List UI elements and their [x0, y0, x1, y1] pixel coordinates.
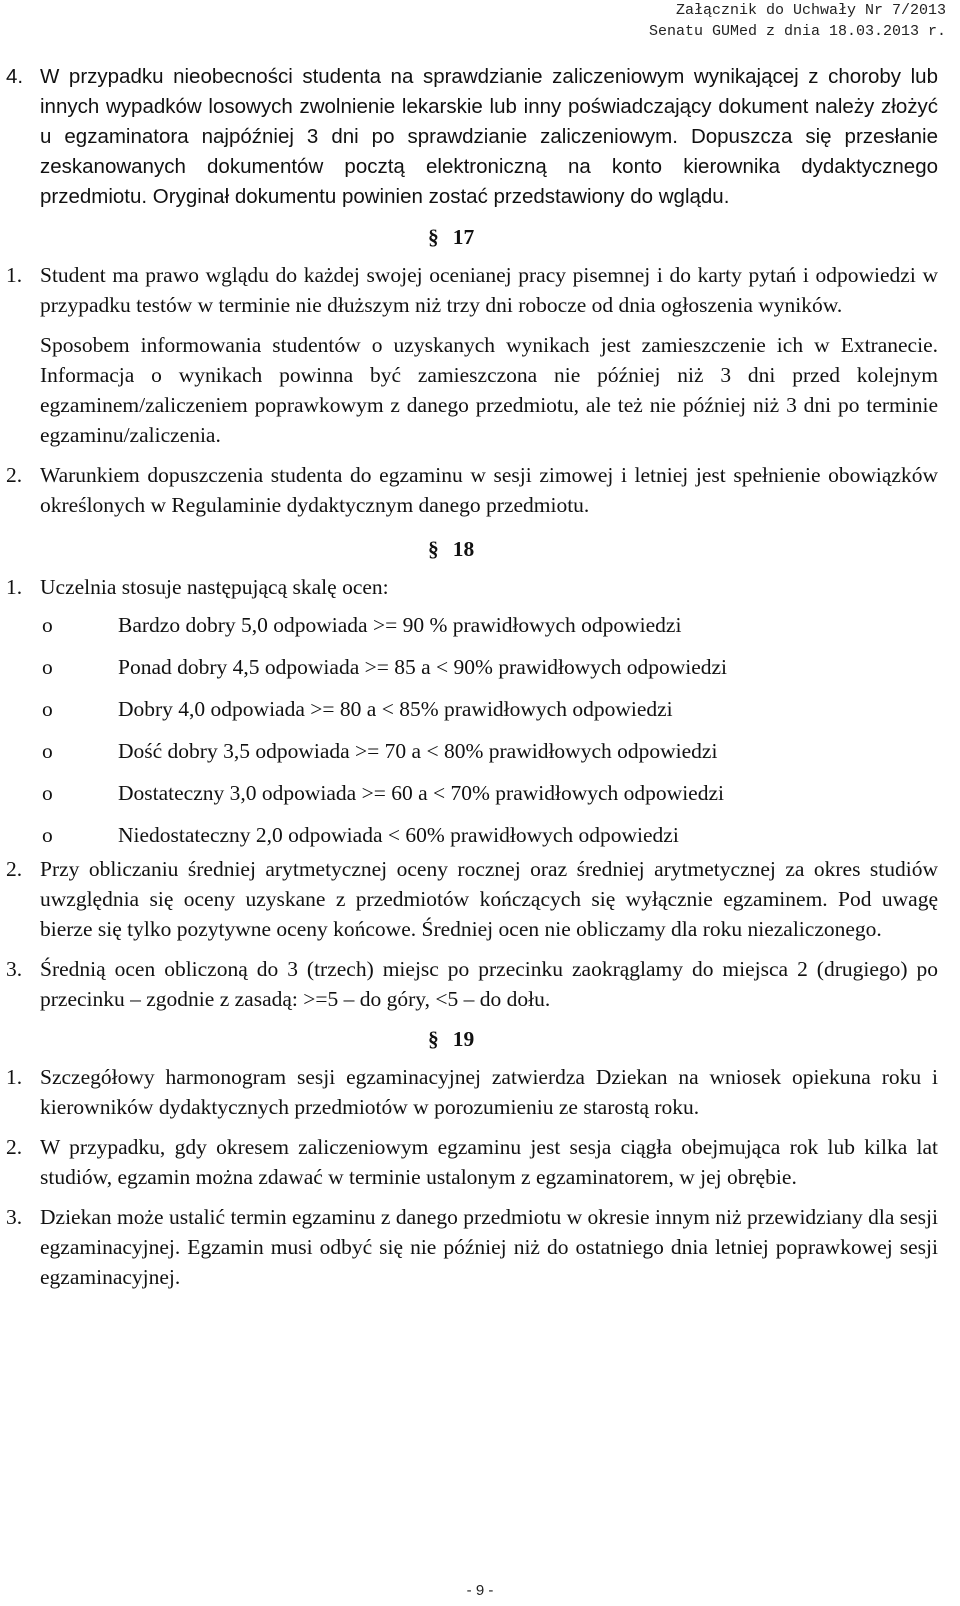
bullet-marker: o — [42, 613, 53, 637]
item-text: Uczelnia stosuje następującą skalę ocen: — [40, 575, 389, 599]
s17-paragraph: Sposobem informowania studentów o uzyskanych wynikach jest zamieszczenie ich w Extranecie. Informacja o wynikach powinna być zamieszczona nie później niż 3 dni przed kolejnym egzaminem/zaliczeniem poprawkowym z danego przedmiotu, ale też nie później niż 3 dni po terminie egzaminu/zaliczenia. — [40, 333, 938, 447]
item-number: 2. — [6, 1135, 23, 1159]
list-item — [0, 694, 960, 736]
item-text: Przy obliczaniu średniej arytmetycznej oceny rocznej oraz średniej arytmetycznej za okres studiów uwzględnia się oceny uzyskane z przedmiotów kończących się wyłącznie egzaminem. Pod uwagę bierze się tylko pozytywne oceny końcowe. Średniej ocen nie obliczamy dla roku niezaliczonego. — [40, 857, 938, 941]
list-item — [0, 652, 960, 694]
section-symbol: § — [428, 537, 439, 561]
s17-item-1 — [0, 260, 960, 320]
section-number: 17 — [452, 225, 475, 249]
s18-item-2 — [0, 854, 960, 944]
list-item — [0, 610, 960, 652]
page-number: - 9 - — [466, 1582, 494, 1599]
item-text: Średnią ocen obliczoną do 3 (trzech) miejsc po przecinku zaokrąglamy do miejsca 2 (drugiego) po przecinku – zgodnie z zasadą: >=5 – do góry, <5 – do dołu. — [40, 957, 938, 1011]
grade-text: Bardzo dobry 5,0 odpowiada >= 90 % prawidłowych odpowiedzi — [118, 613, 682, 637]
s19-item-3 — [0, 1202, 960, 1292]
grade-scale-list — [0, 610, 960, 854]
item-text: W przypadku, gdy okresem zaliczeniowym egzaminu jest sesja ciągła obejmująca rok lub kilka lat studiów, egzamin można zdawać w terminie ustalonym z egzaminatorem, w jej obrębie. — [40, 1135, 938, 1189]
item-text: Dziekan może ustalić termin egzaminu z danego przedmiotu w okresie innym niż przewidziany dla sesji egzaminacyjnej. Egzamin musi odbyć się nie później niż do ostatniego dnia letniej poprawkowej sesji egzaminacyjnej. — [40, 1205, 938, 1289]
list-item — [0, 778, 960, 820]
s19-item-1 — [0, 1062, 960, 1122]
grade-text: Dobry 4,0 odpowiada >= 80 a < 85% prawidłowych odpowiedzi — [118, 697, 673, 721]
grade-text: Dość dobry 3,5 odpowiada >= 70 a < 80% prawidłowych odpowiedzi — [118, 739, 718, 763]
item-text: Student ma prawo wglądu do każdej swojej ocenianej pracy pisemnej i do karty pytań i odpowiedzi w przypadku testów w terminie nie dłuższym niż trzy dni robocze od dnia ogłoszenia wyników. — [40, 263, 938, 317]
s18-item-3 — [0, 954, 960, 1014]
s19-item-2 — [0, 1132, 960, 1192]
item-text: Warunkiem dopuszczenia studenta do egzaminu w sesji zimowej i letniej jest spełnienie obowiązków określonych w Regulaminie dydaktycznym danego przedmiotu. — [40, 463, 938, 517]
item-text: Szczegółowy harmonogram sesji egzaminacyjnej zatwierdza Dziekan na wniosek opiekuna roku i kierowników dydaktycznych przedmiotów w porozumieniu ze starostą roku. — [40, 1065, 938, 1119]
item-4 — [0, 62, 960, 212]
bullet-marker: o — [42, 697, 53, 721]
section-17-heading — [0, 222, 960, 252]
grade-text: Ponad dobry 4,5 odpowiada >= 85 a < 90% prawidłowych odpowiedzi — [118, 655, 728, 679]
item-number: 1. — [6, 1065, 23, 1089]
document-body — [0, 62, 960, 1302]
section-number: 19 — [452, 1027, 475, 1051]
bullet-marker: o — [42, 739, 53, 763]
header-line-1: Załącznik do Uchwały Nr 7/2013 — [675, 2, 946, 19]
s17-item-2 — [0, 460, 960, 520]
item-number: 3. — [6, 957, 23, 981]
section-19-heading — [0, 1024, 960, 1054]
item-number: 2. — [6, 463, 23, 487]
grade-text: Niedostateczny 2,0 odpowiada < 60% prawidłowych odpowiedzi — [118, 823, 679, 847]
page-header — [649, 0, 946, 42]
section-18-heading — [0, 534, 960, 564]
section-symbol: § — [428, 225, 439, 249]
grade-text: Dostateczny 3,0 odpowiada >= 60 a < 70% prawidłowych odpowiedzi — [118, 781, 724, 805]
section-symbol: § — [428, 1027, 439, 1051]
bullet-marker: o — [42, 655, 53, 679]
item-number: 3. — [6, 1205, 23, 1229]
item-text: W przypadku nieobecności studenta na sprawdzianie zaliczeniowym wynikającej z choroby lub innych wypadków losowych zwolnienie lekarskie lub inny poświadczający dokument należy złożyć u egzaminatora najpóźniej 3 dni po sprawdzianie zaliczeniowym. Dopuszcza się przesłanie zeskanowanych dokumentów pocztą elektroniczną na konto kierownika dydaktycznego przedmiotu. Oryginał dokumentu powinien zostać przedstawiony do wglądu. — [40, 65, 938, 208]
header-line-2: Senatu GUMed z dnia 18.03.2013 r. — [648, 23, 946, 40]
list-item — [0, 820, 960, 854]
item-number: 1. — [6, 263, 23, 287]
list-item — [0, 736, 960, 778]
bullet-marker: o — [42, 781, 53, 805]
bullet-marker: o — [42, 823, 53, 847]
item-number: 2. — [6, 857, 23, 881]
item-number: 1. — [6, 575, 23, 599]
s18-item-1 — [0, 572, 960, 602]
section-number: 18 — [452, 537, 475, 561]
item-number: 4. — [6, 65, 24, 88]
